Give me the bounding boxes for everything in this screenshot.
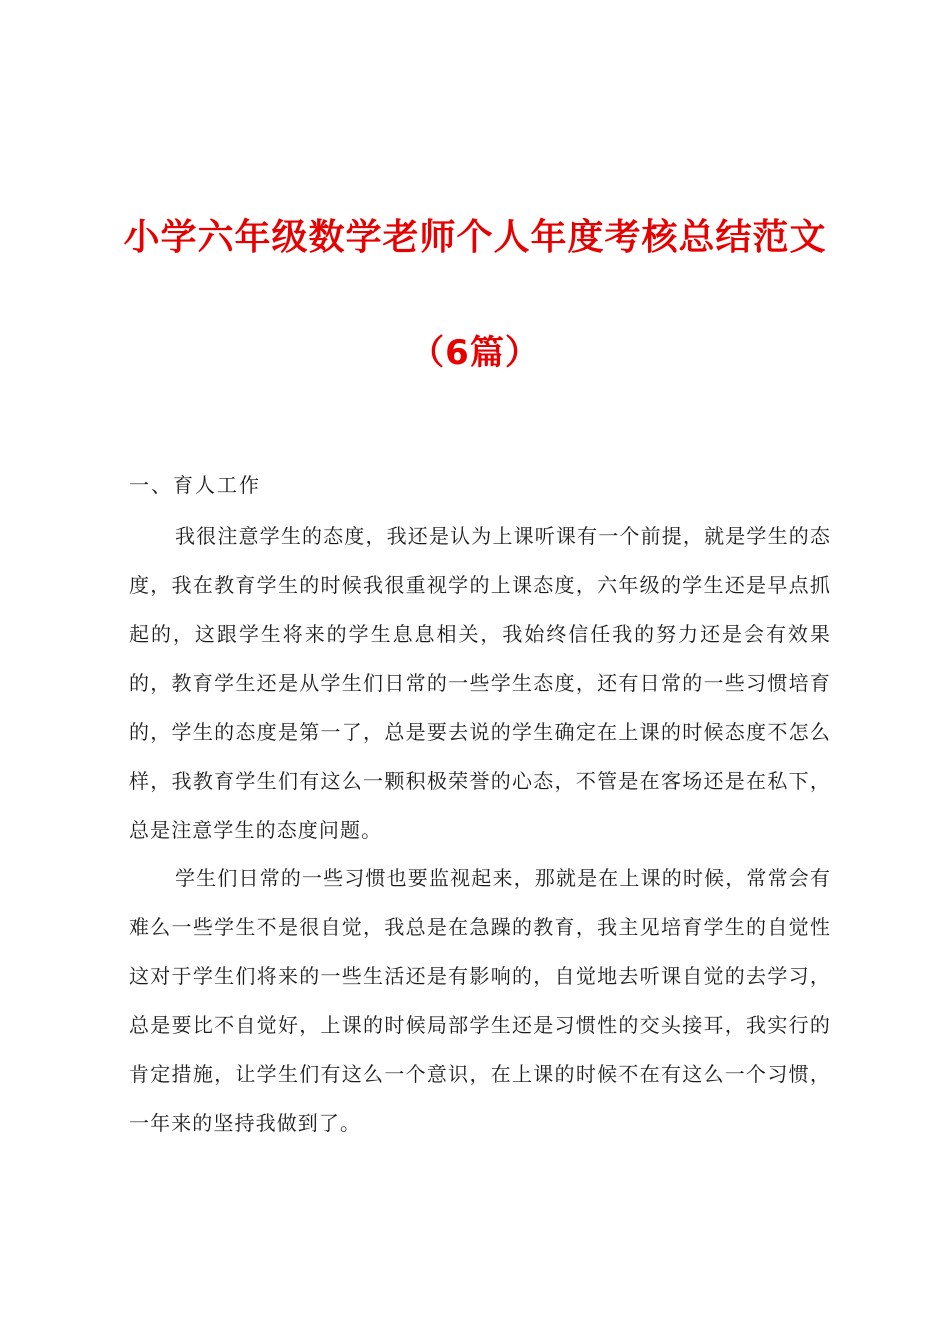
body-paragraph: 学生们日常的一些习惯也要监视起来，那就是在上课的时候，常常会有难么一些学生不是很自觉，我总是在急躁的教育，我主见培育学生的自觉性这对于学生们将来的一些生活还是有影响的，自觉地去听课自觉的去学习，总是要比不自觉好，上课的时候局部学生还是习惯性的交头接耳，我实行的肯定措施，让学生们有这么一个意识，在上课的时候不在有这么一个习惯，一年来的坚持我做到了。 (129, 866, 831, 1135)
document-title-count: （6篇） (410, 333, 540, 373)
body-paragraph: 我很注意学生的态度，我还是认为上课听课有一个前提，就是学生的态度，我在教育学生的时候我很重视学的上课态度，六年级的学生还是早点抓起的，这跟学生将来的学生息息相关，我始终信任我的努力还是会有效果的，教育学生还是从学生们日常的一些学生态度，还有日常的一些习惯培育的，学生的态度是第一了，总是要去说的学生确定在上课的时候态度不怎么样，我教育学生们有这么一颗积极荣誉的心态，不管是在客场还是在私下，总是注意学生的态度问题。 (129, 524, 831, 842)
document-title: 小学六年级数学老师个人年度考核总结范文 (123, 217, 827, 258)
section-heading: 一、育人工作 (129, 473, 261, 497)
